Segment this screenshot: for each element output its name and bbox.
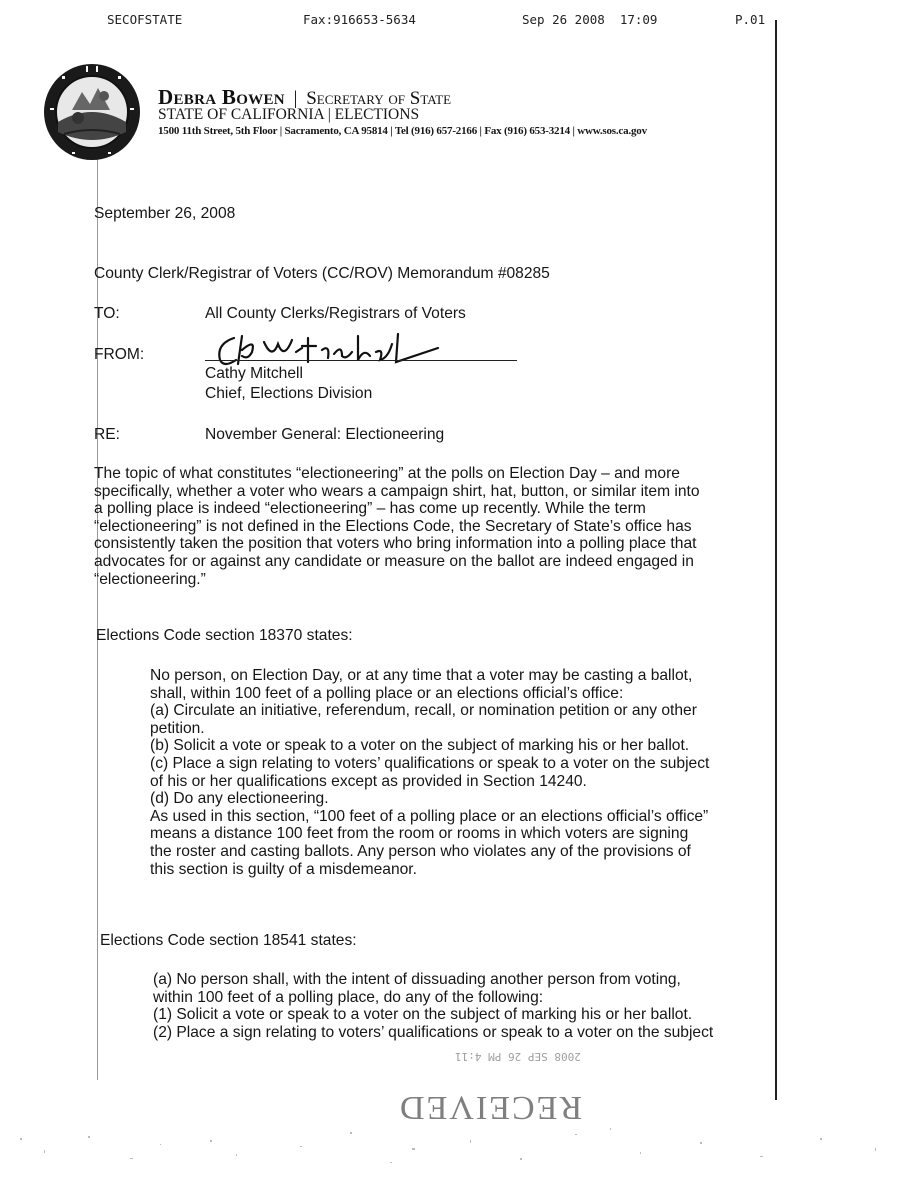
to-value: All County Clerks/Registrars of Voters bbox=[205, 305, 466, 322]
quote-line: (c) Place a sign relating to voters’ qualifications or speak to a voter on the subject bbox=[150, 754, 710, 772]
fax-date-time: Sep 26 2008 17:09 bbox=[522, 12, 658, 27]
quote-line: (2) Place a sign relating to voters’ qualifications or speak to a voter on the subject bbox=[153, 1023, 714, 1041]
quote-line: (a) Circulate an initiative, referendum, recall, or nomination petition or any other bbox=[150, 702, 697, 720]
section-18370-quote bbox=[150, 667, 709, 878]
letterhead-title: Secretary of State bbox=[306, 88, 452, 109]
intro-line: “electioneering.” bbox=[94, 570, 206, 588]
from-title: Chief, Elections Division bbox=[205, 385, 373, 402]
section-18541-quote bbox=[153, 971, 713, 1041]
quote-line: (1) Solicit a vote or speak to a voter on the subject of marking his or her ballot. bbox=[153, 1006, 693, 1024]
letterhead-name: Debra Bowen bbox=[158, 85, 285, 109]
quote-line: (b) Solicit a vote or speak to a voter on the subject of marking his or her ballot. bbox=[150, 737, 690, 755]
quote-line: petition. bbox=[150, 719, 205, 737]
intro-line: specifically, whether a voter who wears a campaign shirt, hat, button, or similar item into bbox=[94, 482, 700, 500]
letterhead-address: 1500 11th Street, 5th Floor | Sacramento, CA 95814 | Tel (916) 657-2166 | Fax (916) 653-3214 | www.sos.ca.gov bbox=[158, 125, 647, 137]
intro-paragraph bbox=[94, 465, 700, 588]
section-18370-heading: Elections Code section 18370 states: bbox=[96, 627, 353, 644]
quote-line: As used in this section, “100 feet of a polling place or an elections official’s office” bbox=[150, 807, 709, 825]
quote-line: shall, within 100 feet of a polling place or an elections official’s office: bbox=[150, 684, 624, 702]
quote-line: (d) Do any electioneering. bbox=[150, 790, 329, 808]
intro-line: The topic of what constitutes “electioneering” at the polls on Election Day – and more bbox=[94, 465, 680, 482]
memo-date: September 26, 2008 bbox=[94, 205, 236, 222]
scan-artifact-line bbox=[775, 20, 777, 1100]
re-value: November General: Electioneering bbox=[205, 426, 445, 443]
from-name: Cathy Mitchell bbox=[205, 365, 303, 382]
intro-line: advocates for or against any candidate or measure on the ballot are indeed engaged in bbox=[94, 552, 694, 570]
quote-line: of his or her qualifications except as provided in Section 14240. bbox=[150, 772, 587, 790]
quote-line: means a distance 100 feet from the room or rooms in which voters are signing bbox=[150, 825, 689, 843]
section-18541-heading: Elections Code section 18541 states: bbox=[100, 932, 357, 949]
re-label: RE: bbox=[94, 426, 120, 443]
fax-sender: SECOFSTATE bbox=[107, 12, 183, 27]
letterhead-subtitle: STATE OF CALIFORNIA | ELECTIONS bbox=[158, 106, 420, 123]
received-stamp: RECEIVED bbox=[398, 1089, 583, 1126]
intro-line: consistently taken the position that voters who bring information into a polling place that bbox=[94, 535, 697, 553]
quote-line: the roster and casting ballots. Any person who violates any of the provisions of bbox=[150, 842, 691, 860]
fax-number: Fax:916653-5634 bbox=[303, 12, 416, 27]
california-seal-icon bbox=[42, 62, 142, 162]
intro-line: “electioneering” is not defined in the Elections Code, the Secretary of State’s office has bbox=[94, 517, 692, 535]
intro-line: a polling place is indeed “electioneering” – has come up recently. While the term bbox=[94, 500, 646, 518]
to-label: TO: bbox=[94, 305, 120, 322]
scan-noise bbox=[0, 1118, 913, 1178]
memo-title: County Clerk/Registrar of Voters (CC/ROV) Memorandum #08285 bbox=[94, 265, 550, 282]
letterhead-name-line: Debra Bowen | Secretary of State bbox=[158, 85, 452, 109]
quote-line: within 100 feet of a polling place, do any of the following: bbox=[153, 988, 544, 1006]
fax-page-number: P.01 bbox=[735, 12, 766, 27]
quote-line: (a) No person shall, with the intent of dissuading another person from voting, bbox=[153, 971, 681, 988]
signature-line bbox=[205, 360, 517, 361]
quote-line: No person, on Election Day, or at any time that a voter may be casting a ballot, bbox=[150, 667, 693, 684]
handwritten-signature bbox=[212, 330, 452, 370]
quote-line: this section is guilty of a misdemeanor. bbox=[150, 860, 417, 878]
received-stamp-date: 2008 SEP 26 PM 4:11 bbox=[455, 1050, 581, 1063]
from-label: FROM: bbox=[94, 346, 145, 363]
